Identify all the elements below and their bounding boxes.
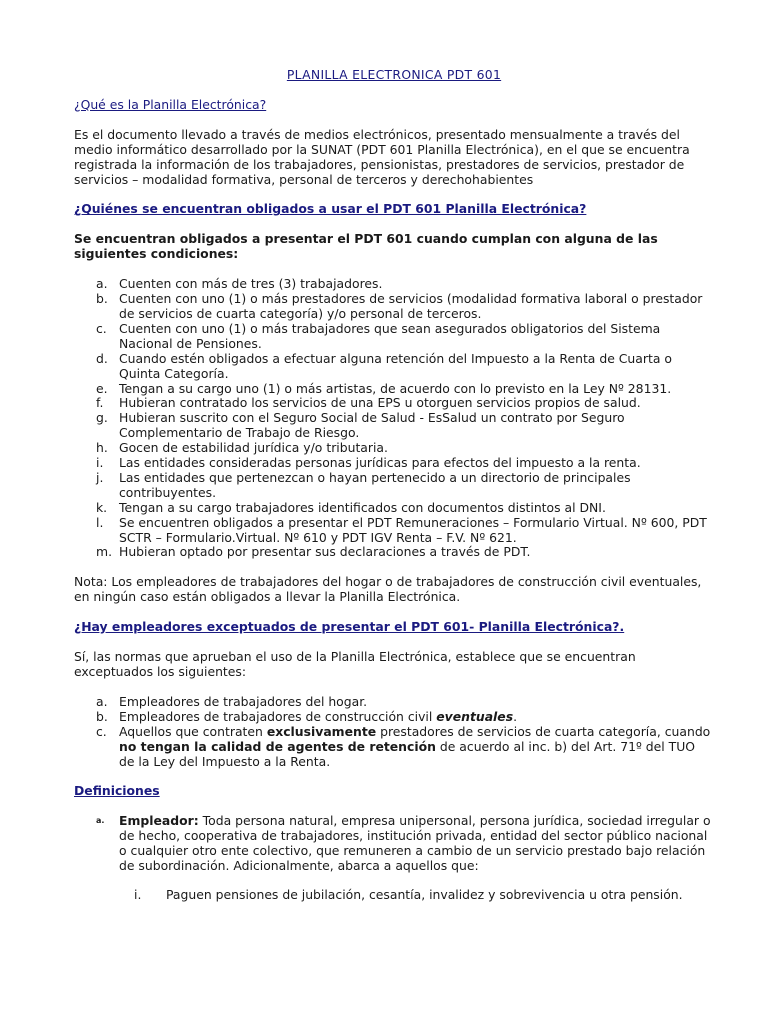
list-marker: c. bbox=[96, 723, 107, 739]
list-text: Empleadores de trabajadores de construcción civil bbox=[119, 708, 437, 724]
list-text: Hubieran suscrito con el Seguro Social de Salud - EsSalud un contrato por Seguro Complementario de Trabajo de Riesgo. bbox=[119, 410, 625, 441]
list-item bbox=[74, 382, 714, 397]
list-marker: f. bbox=[96, 395, 104, 411]
list-marker: h. bbox=[96, 440, 108, 456]
list-item bbox=[74, 516, 714, 546]
list-text: Las entidades consideradas personas jurídicas para efectos del impuesto a la renta. bbox=[119, 455, 641, 471]
list-item bbox=[74, 501, 714, 516]
list-marker: d. bbox=[96, 350, 108, 366]
heading-exceptuados[interactable]: ¿Hay empleadores exceptuados de presentar el PDT 601- Planilla Electrónica?. bbox=[74, 619, 625, 635]
list-item bbox=[74, 695, 714, 710]
list-text: Empleadores de trabajadores del hogar. bbox=[119, 693, 368, 709]
document-page bbox=[74, 68, 714, 903]
list-text: Se encuentren obligados a presentar el PDT Remuneraciones – Formulario Virtual. Nº 600, PDT SCTR – Formulario.Virtual. Nº 610 y PDT IGV Renta – F.V. Nº 621. bbox=[119, 514, 707, 545]
list-marker: b. bbox=[96, 291, 108, 307]
list-item bbox=[74, 710, 714, 725]
paragraph-definition: Es el documento llevado a través de medios electrónicos, presentado mensualmente a través del medio informático desarrollado por la SUNAT (PDT 601 Planilla Electrónica), en el que se encuentra registrada la información de los trabajadores, pensionistas, prestadores de servicios, prestador de servicios – modalidad formativa, personal de terceros y derechohabientes bbox=[74, 126, 690, 187]
list-marker: a. bbox=[96, 276, 108, 292]
list-marker: e. bbox=[96, 380, 108, 396]
list-text: Hubieran contratado los servicios de una EPS u otorguen servicios propios de salud. bbox=[119, 395, 641, 411]
list-item bbox=[74, 352, 714, 382]
list-marker: i. bbox=[134, 886, 142, 902]
list-text: Las entidades que pertenezcan o hayan pertenecido a un directorio de principales contribuyentes. bbox=[119, 469, 631, 500]
paragraph-note: Nota: Los empleadores de trabajadores del hogar o de trabajadores de construcción civil eventuales, en ningún caso están obligados a llevar la Planilla Electrónica. bbox=[74, 574, 702, 605]
list-text: Cuenten con más de tres (3) trabajadores. bbox=[119, 276, 383, 292]
list-text: prestadores de servicios de cuarta categoría, cuando bbox=[376, 723, 711, 739]
list-text: de acuerdo al inc. b) del Art. 71º del TUO de la Ley del Impuesto a la Renta. bbox=[119, 738, 696, 769]
list-text: Gocen de estabilidad jurídica y/o tributaria. bbox=[119, 440, 388, 456]
list-marker: b. bbox=[96, 708, 108, 724]
bold-text: exclusivamente bbox=[266, 723, 377, 739]
paragraph-obligados-intro: Se encuentran obligados a presentar el PDT 601 cuando cumplan con alguna de las siguientes condiciones: bbox=[74, 231, 658, 262]
emphasis-text: eventuales bbox=[436, 708, 514, 724]
list-marker: c. bbox=[96, 320, 107, 336]
list-marker: m. bbox=[96, 544, 113, 560]
list-text: Cuenten con uno (1) o más prestadores de servicios (modalidad formativa laboral o prestador de servicios de cuarta categoría) y/o personal de terceros. bbox=[119, 291, 703, 321]
heading-definiciones[interactable]: Definiciones bbox=[74, 783, 160, 799]
paragraph-exceptuados-intro: Sí, las normas que aprueban el uso de la Planilla Electrónica, establece que se encuentran exceptuados los siguientes: bbox=[74, 649, 636, 679]
list-item bbox=[74, 322, 714, 352]
list-marker: i. bbox=[96, 455, 104, 471]
list-text: Tengan a su cargo uno (1) o más artistas, de acuerdo con lo previsto en la Ley Nº 28131. bbox=[119, 380, 672, 396]
list-item bbox=[74, 456, 714, 471]
list-text: Cuando estén obligados a efectuar alguna retención del Impuesto a la Renta de Cuarta o Quinta Categoría. bbox=[119, 350, 672, 381]
list-item bbox=[74, 725, 714, 770]
exceptions-list bbox=[74, 695, 714, 770]
list-marker: l. bbox=[96, 514, 104, 530]
subitem-text: Paguen pensiones de jubilación, cesantía, invalidez y sobrevivencia u otra pensión. bbox=[166, 886, 683, 902]
list-text: Hubieran optado por presentar sus declaraciones a través de PDT. bbox=[119, 544, 531, 560]
list-item bbox=[74, 545, 714, 560]
list-text: Cuenten con uno (1) o más trabajadores que sean asegurados obligatorios del Sistema Nacional de Pensiones. bbox=[119, 320, 661, 351]
list-item bbox=[74, 292, 714, 322]
list-marker: j. bbox=[96, 469, 104, 485]
bold-text: no tengan la calidad de agentes de retención bbox=[119, 738, 436, 754]
list-item bbox=[74, 411, 714, 441]
list-text: . bbox=[513, 708, 518, 724]
definition-text: Toda persona natural, empresa unipersonal, persona jurídica, sociedad irregular o de hecho, cooperativa de trabajadores, institución privada, entidad del sector público nacional o cualquier otro ente colectivo, que remuneren a cambio de un servicio prestado bajo relación de subordinación. Adicionalmente, abarca a aquellos que: bbox=[119, 813, 711, 874]
definition-subitem bbox=[74, 888, 714, 903]
list-marker: a. bbox=[96, 693, 108, 709]
list-marker: k. bbox=[96, 499, 108, 515]
conditions-list bbox=[74, 277, 714, 560]
list-marker: g. bbox=[96, 410, 108, 426]
list-item bbox=[74, 471, 714, 501]
list-text: Aquellos que contraten bbox=[119, 723, 267, 739]
definition-term: Empleador: bbox=[119, 813, 199, 829]
heading-obligados[interactable]: ¿Quiénes se encuentran obligados a usar el PDT 601 Planilla Electrónica? bbox=[74, 201, 587, 217]
document-title: PLANILLA ELECTRONICA PDT 601 bbox=[286, 67, 502, 82]
list-text: Tengan a su cargo trabajadores identificados con documentos distintos al DNI. bbox=[119, 499, 606, 515]
list-item bbox=[74, 277, 714, 292]
list-item bbox=[74, 441, 714, 456]
list-item bbox=[74, 396, 714, 411]
definition-item bbox=[74, 814, 714, 874]
heading-que-es[interactable]: ¿Qué es la Planilla Electrónica? bbox=[74, 96, 267, 112]
list-marker: a. bbox=[96, 816, 105, 826]
